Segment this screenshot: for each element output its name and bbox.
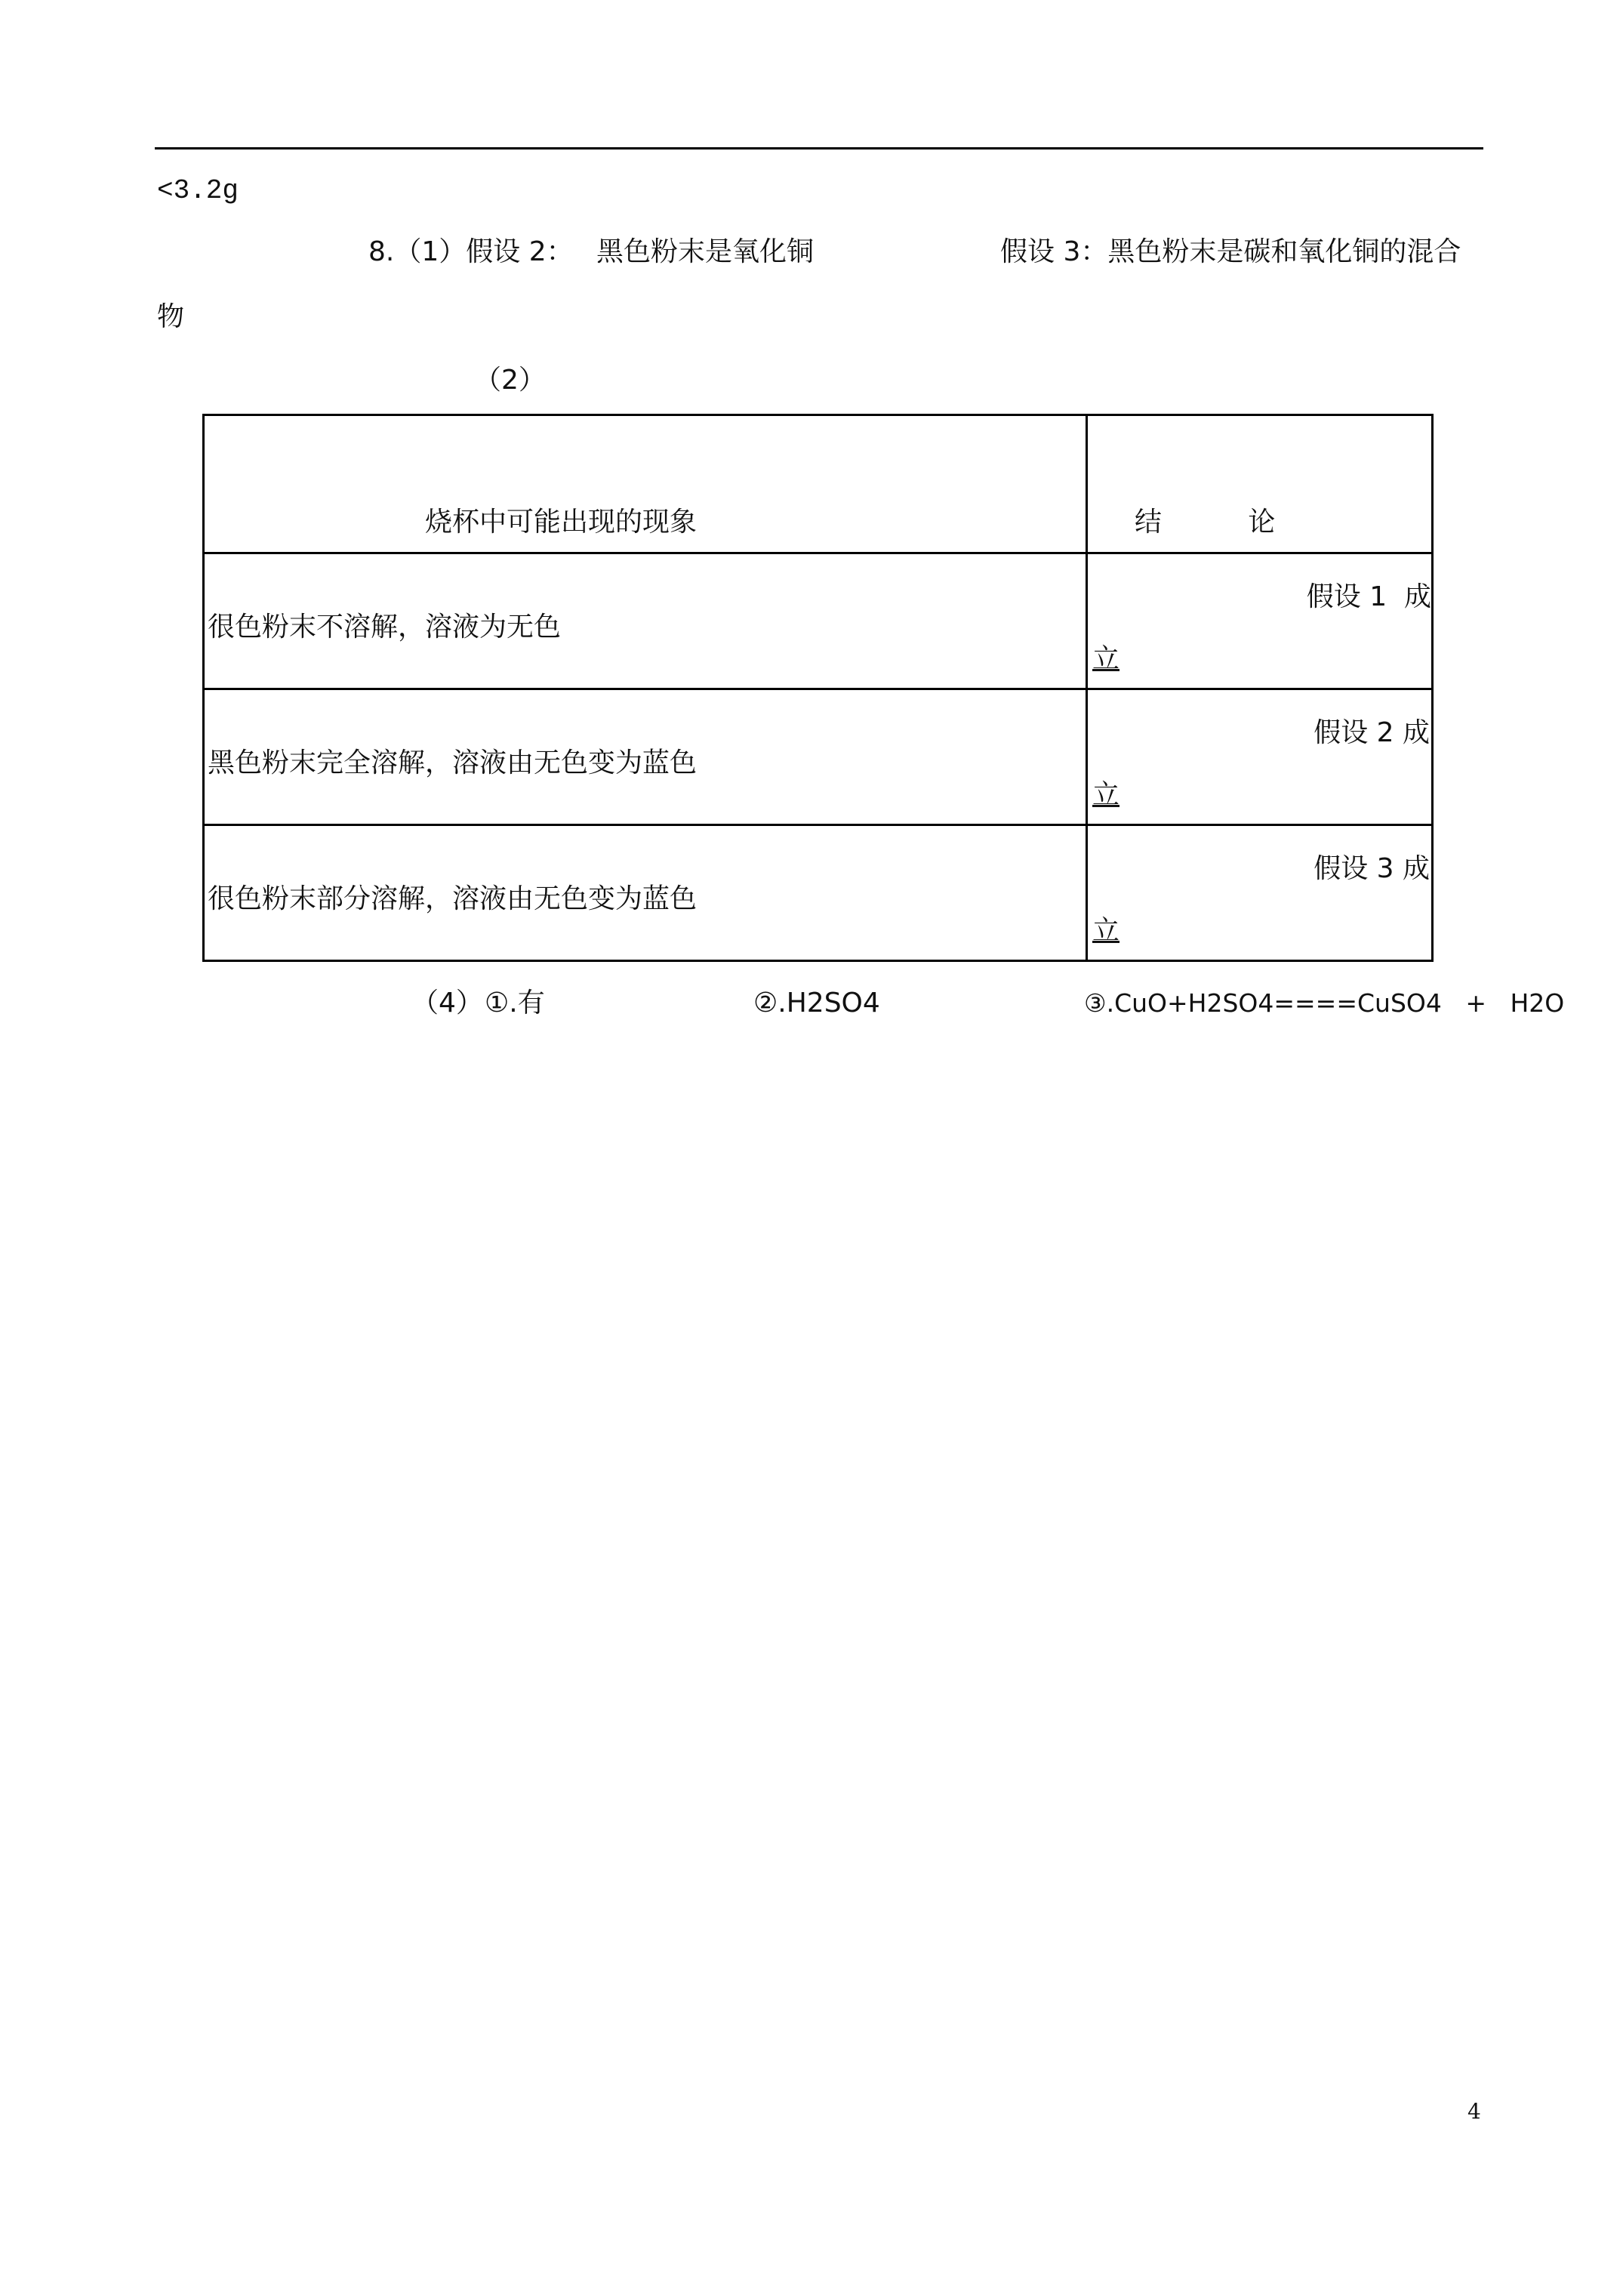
phenomenon-text: 黑色粉末完全溶解，溶液由无色变为蓝色 — [208, 747, 698, 778]
page-number: 4 — [1467, 2099, 1481, 2124]
conclusion-wrap-text: 立 — [1092, 643, 1120, 674]
conclusion-wrap-text: 立 — [1092, 779, 1120, 810]
conclusion-cell — [1087, 553, 1433, 689]
table-row — [204, 825, 1433, 961]
phenomenon-cell — [204, 689, 1087, 825]
table-row — [204, 689, 1433, 825]
part-2-label: （2） — [474, 365, 546, 396]
header-conclusion-label: 结 论 — [1135, 507, 1276, 538]
part-4-label: （4） — [411, 988, 483, 1019]
part-4-answer-3: ③.CuO+H2SO4====CuSO4 + H2O — [1084, 988, 1565, 1018]
conclusion-text: 假设 1 成 — [1306, 581, 1431, 612]
conclusion-cell — [1087, 689, 1433, 825]
part-4-answer-1: ①.有 — [485, 988, 545, 1019]
conclusion-text: 假设 3 成 — [1313, 853, 1430, 884]
conclusion-cell — [1087, 825, 1433, 961]
phenomenon-text: 很色粉末不溶解，溶液为无色 — [208, 612, 562, 643]
header-rule — [155, 147, 1483, 149]
part-4-answer-2: ②.H2SO4 — [753, 988, 880, 1019]
conclusion-wrap-text: 立 — [1092, 915, 1120, 946]
phenomenon-cell — [204, 553, 1087, 689]
phenomenon-cell — [204, 825, 1087, 961]
item-8-hypothesis-3-wrap: 物 — [157, 301, 185, 332]
table-header-row — [204, 415, 1433, 553]
results-table — [202, 414, 1434, 962]
table-row — [204, 553, 1433, 689]
item-8-hypothesis-3-text: 假设 3：黑色粉末是碳和氧化铜的混合 — [1000, 236, 1461, 267]
header-cell-phenomenon — [204, 415, 1087, 553]
phenomenon-text: 很色粉末部分溶解，溶液由无色变为蓝色 — [208, 883, 698, 914]
item-8-hypothesis-2-text: 黑色粉末是氧化铜 — [596, 236, 815, 267]
conclusion-text: 假设 2 成 — [1313, 717, 1430, 748]
answer-line-1: <3.2g — [157, 175, 239, 206]
item-8-hypothesis-2-label: 8.（1）假设 2： — [368, 236, 574, 267]
header-cell-conclusion — [1087, 415, 1433, 553]
header-phenomenon-label: 烧杯中可能出现的现象 — [425, 507, 698, 538]
